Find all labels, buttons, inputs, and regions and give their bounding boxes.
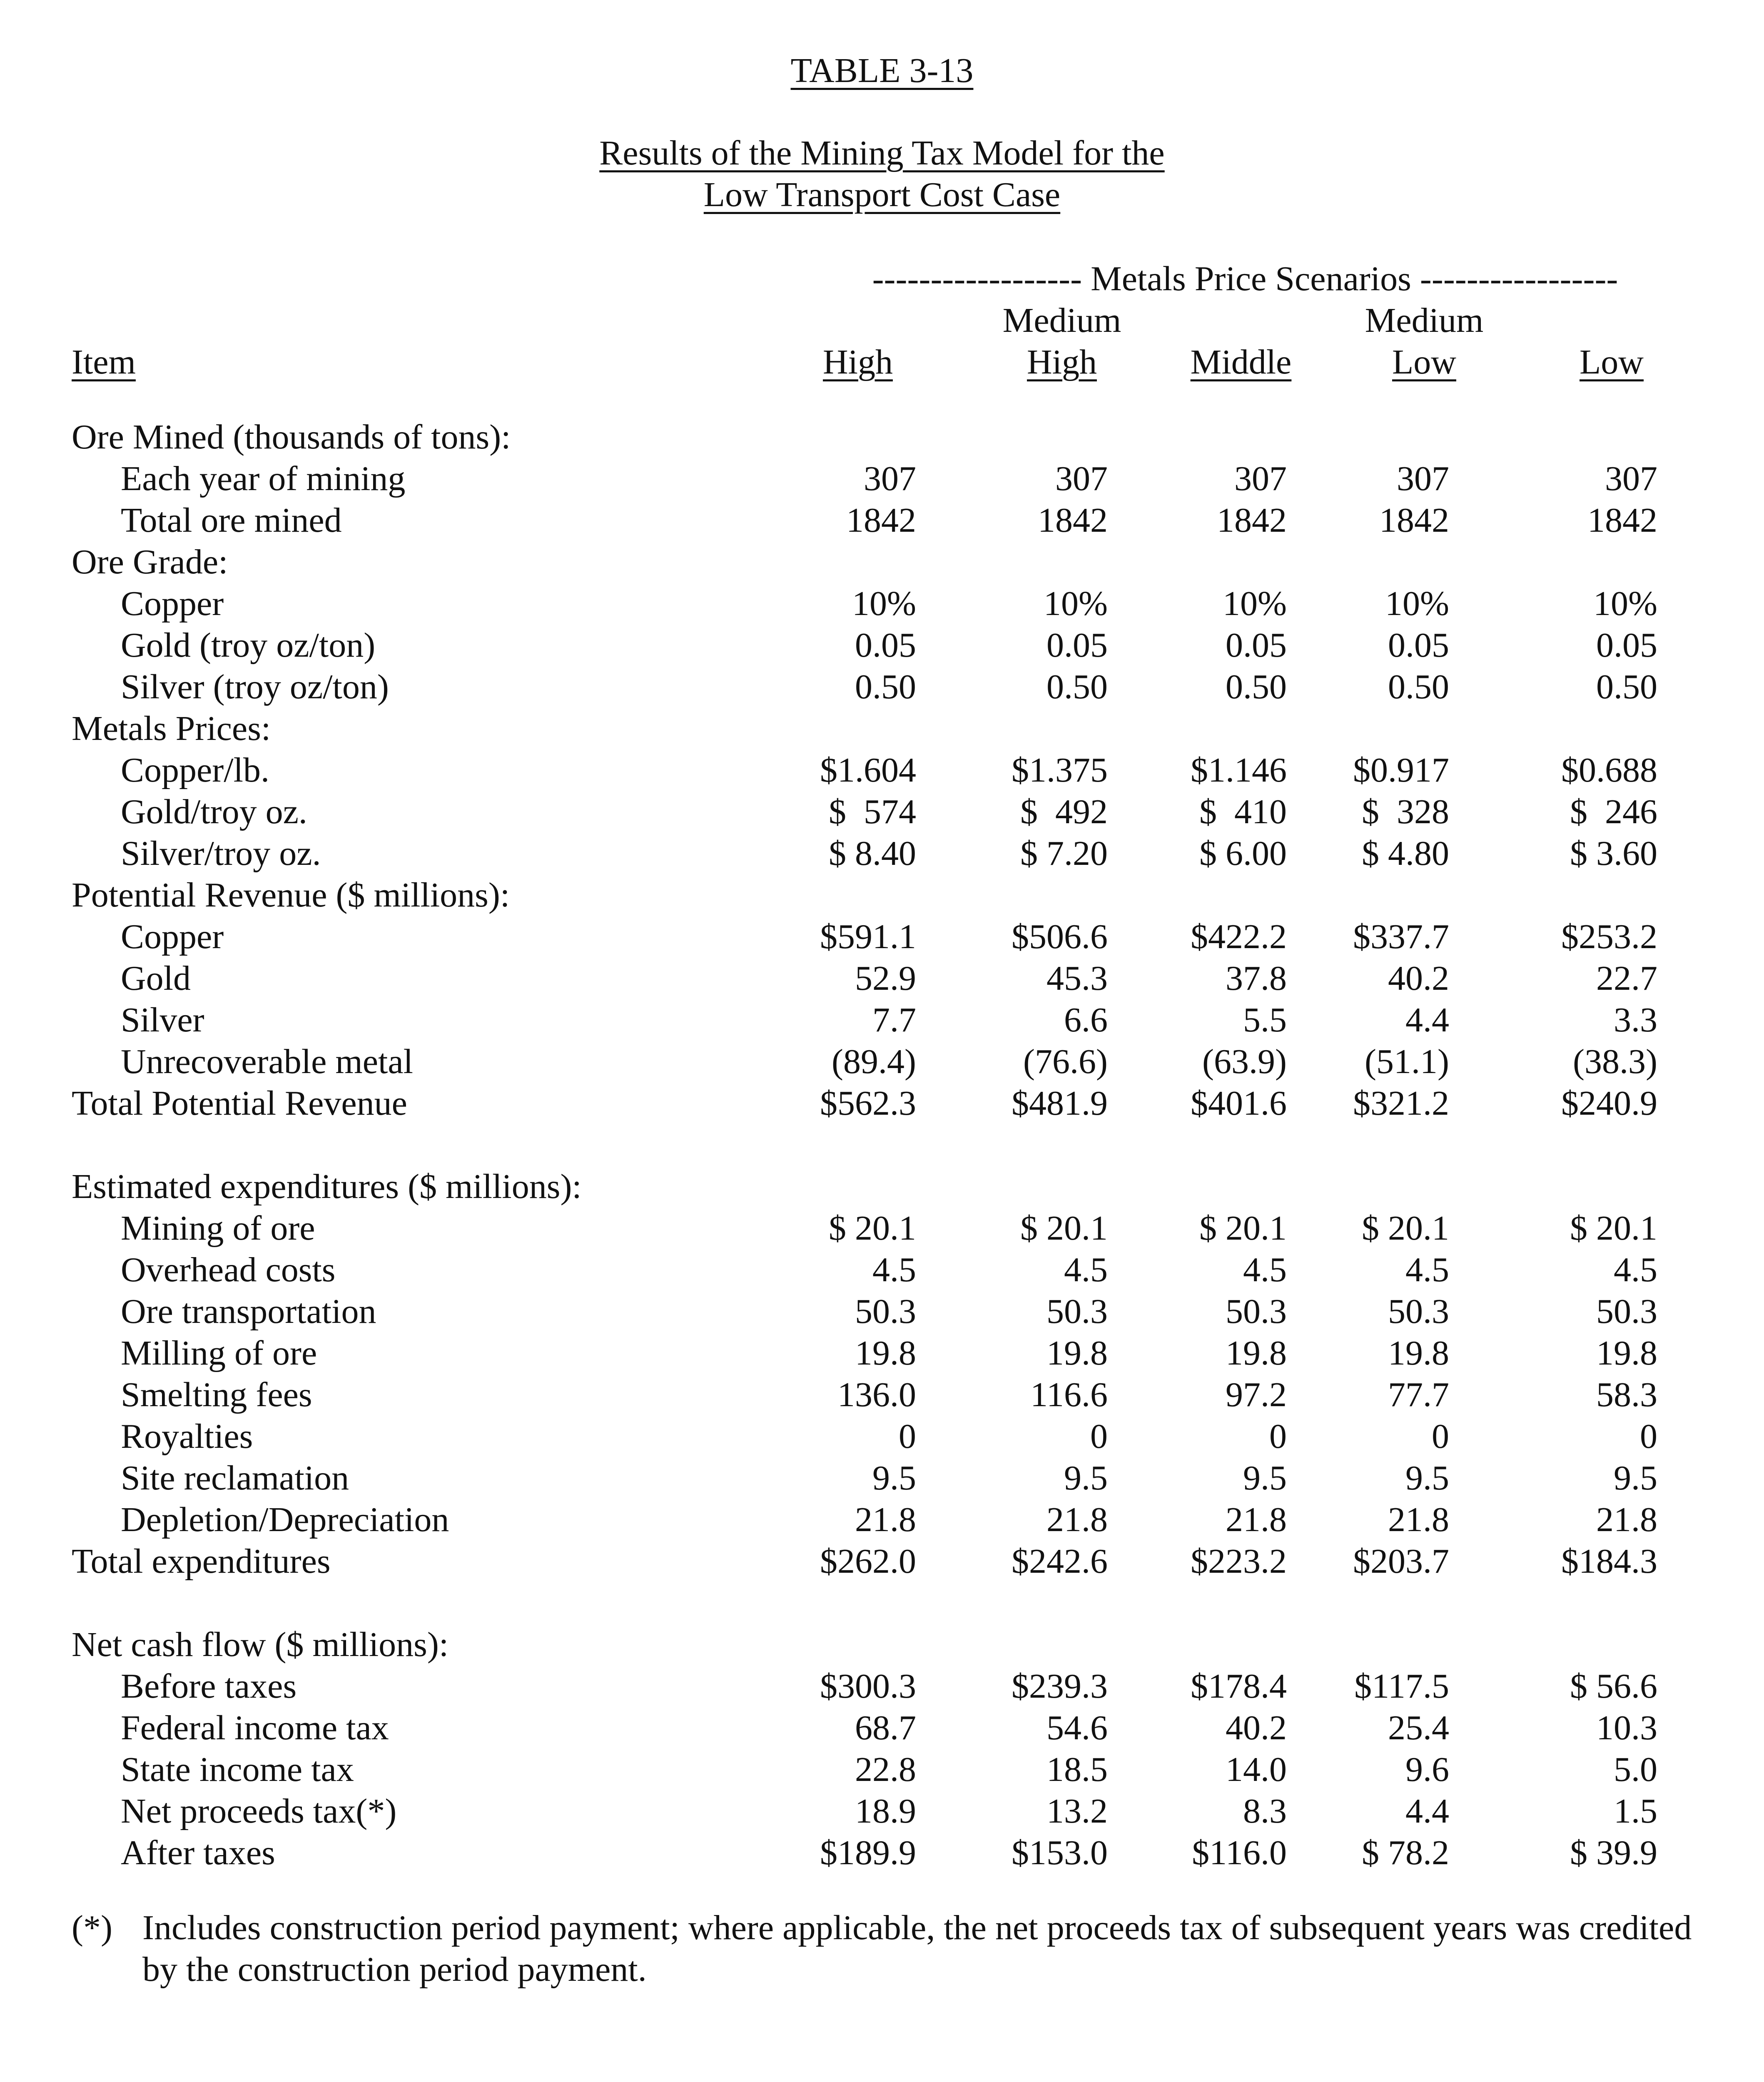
row-value-col-4: $0.688 <box>1561 751 1657 789</box>
row-value-col-4: $ 39.9 <box>1570 1833 1657 1872</box>
table-row <box>0 1707 1764 1749</box>
row-value-col-1: $ 492 <box>1020 792 1108 831</box>
col-header-high-text: High <box>823 343 893 381</box>
row-value-col-1: $153.0 <box>1012 1833 1108 1872</box>
row-value-col-4: 0.05 <box>1596 626 1657 665</box>
row-value-col-2: 4.5 <box>1243 1250 1287 1289</box>
row-value-col-2: 19.8 <box>1226 1334 1287 1372</box>
row-value-col-0: $ 574 <box>829 792 916 831</box>
table-row <box>0 1374 1764 1416</box>
row-label: Potential Revenue ($ millions): <box>72 876 510 914</box>
table-row <box>0 1208 1764 1249</box>
table-row <box>0 791 1764 833</box>
col-header-medium-high-text: High <box>1027 343 1097 381</box>
row-value-col-4: 1.5 <box>1614 1792 1657 1830</box>
table-title-line1-text: Results of the Mining Tax Model for the <box>599 134 1165 172</box>
table-row <box>0 1749 1764 1791</box>
row-value-col-4: 22.7 <box>1596 959 1657 998</box>
col-header-medium-high <box>974 341 1149 383</box>
table-row <box>0 1541 1764 1582</box>
item-column-header-text: Item <box>72 343 136 381</box>
table-row <box>0 958 1764 999</box>
col-header-top-1: Medium <box>1002 301 1121 340</box>
table-title-line2-text: Low Transport Cost Case <box>703 175 1061 214</box>
row-label: Gold (troy oz/ton) <box>121 626 376 665</box>
row-label: Silver (troy oz/ton) <box>121 667 389 706</box>
row-value-col-3: 4.4 <box>1405 1001 1449 1039</box>
row-value-col-0: 136.0 <box>837 1375 916 1414</box>
row-value-col-1: 45.3 <box>1046 959 1108 998</box>
footnote-mark: (*) <box>72 1908 112 1947</box>
col-header-medium-low-text: Low <box>1392 343 1456 381</box>
row-label: Federal income tax <box>121 1708 389 1747</box>
row-value-col-0: 9.5 <box>872 1459 916 1497</box>
table-row <box>0 1291 1764 1332</box>
section-heading-row <box>0 541 1764 583</box>
row-value-col-0: 7.7 <box>872 1001 916 1039</box>
col-header-middle <box>1154 341 1328 383</box>
row-value-col-2: $422.2 <box>1191 917 1287 956</box>
row-value-col-3: 50.3 <box>1388 1292 1449 1331</box>
row-value-col-0: 19.8 <box>855 1334 916 1372</box>
row-value-col-4: $ 3.60 <box>1570 834 1657 873</box>
row-label: Royalties <box>121 1417 253 1456</box>
row-value-col-1: $ 20.1 <box>1020 1209 1108 1248</box>
row-value-col-4: 58.3 <box>1596 1375 1657 1414</box>
spacer-row <box>0 1582 1764 1624</box>
row-value-col-1: 6.6 <box>1064 1001 1108 1039</box>
row-value-col-1: 10% <box>1044 584 1108 623</box>
row-value-col-3: 4.5 <box>1405 1250 1449 1289</box>
row-value-col-1: 50.3 <box>1046 1292 1108 1331</box>
row-label: Copper <box>121 584 224 623</box>
row-value-col-4: 10% <box>1593 584 1657 623</box>
row-value-col-1: 116.6 <box>1030 1375 1108 1414</box>
row-value-col-3: (51.1) <box>1365 1042 1449 1081</box>
row-value-col-4: 307 <box>1605 459 1657 498</box>
row-value-col-1: 0.50 <box>1046 667 1108 706</box>
section-heading-row <box>0 416 1764 458</box>
row-value-col-3: $337.7 <box>1353 917 1449 956</box>
row-value-col-2: $178.4 <box>1191 1667 1287 1706</box>
row-label: Metals Prices: <box>72 709 271 748</box>
table-title-line2 <box>0 174 1764 216</box>
col-header-low-text: Low <box>1580 343 1644 381</box>
row-value-col-1: 18.5 <box>1046 1750 1108 1789</box>
row-label: Copper/lb. <box>121 751 269 789</box>
row-value-col-0: 0.05 <box>855 626 916 665</box>
row-value-col-1: 4.5 <box>1064 1250 1108 1289</box>
row-value-col-1: $481.9 <box>1012 1084 1108 1123</box>
row-value-col-3: 21.8 <box>1388 1500 1449 1539</box>
scenario-spanner-header: ------------------ Metals Price Scenarios ----------------- <box>872 259 1618 298</box>
row-value-col-3: $ 78.2 <box>1362 1833 1449 1872</box>
row-value-col-0: 52.9 <box>855 959 916 998</box>
row-value-col-3: 0.05 <box>1388 626 1449 665</box>
row-value-col-1: $ 7.20 <box>1020 834 1108 873</box>
footnote-text: Includes construction period payment; where applicable, the net proceeds tax of subsequent years was credited by the construction period payment. <box>142 1908 1692 1989</box>
row-value-col-0: $262.0 <box>820 1542 916 1581</box>
row-label: Gold <box>121 959 191 998</box>
row-value-col-1: $1.375 <box>1012 751 1108 789</box>
row-value-col-2: 50.3 <box>1226 1292 1287 1331</box>
row-value-col-2: 10% <box>1223 584 1287 623</box>
row-value-col-0: $ 20.1 <box>829 1209 916 1248</box>
table-row <box>0 1083 1764 1124</box>
table-row <box>0 1041 1764 1083</box>
row-label: Unrecoverable metal <box>121 1042 413 1081</box>
row-label: Each year of mining <box>121 459 406 498</box>
row-value-col-3: $117.5 <box>1354 1667 1449 1706</box>
row-value-col-2: 0.05 <box>1226 626 1287 665</box>
row-value-col-2: 307 <box>1234 459 1287 498</box>
row-value-col-2: $223.2 <box>1191 1542 1287 1581</box>
table-row <box>0 1791 1764 1832</box>
row-value-col-0: $300.3 <box>820 1667 916 1706</box>
row-value-col-1: $506.6 <box>1012 917 1108 956</box>
row-label: After taxes <box>121 1833 275 1872</box>
item-column-header <box>72 341 136 383</box>
col-header-high <box>770 341 945 383</box>
row-label: Estimated expenditures ($ millions): <box>72 1167 582 1206</box>
row-value-col-3: 0.50 <box>1388 667 1449 706</box>
row-value-col-4: $ 56.6 <box>1570 1667 1657 1706</box>
row-value-col-1: 21.8 <box>1046 1500 1108 1539</box>
row-value-col-2: (63.9) <box>1202 1042 1287 1081</box>
table-row <box>0 916 1764 958</box>
row-value-col-0: $562.3 <box>820 1084 916 1123</box>
row-value-col-0: $1.604 <box>820 751 916 789</box>
row-value-col-1: 1842 <box>1038 501 1108 540</box>
row-label: Copper <box>121 917 224 956</box>
row-value-col-3: $ 20.1 <box>1362 1209 1449 1248</box>
table-row <box>0 1832 1764 1874</box>
table-label-text: TABLE 3-13 <box>790 51 974 90</box>
row-value-col-0: 18.9 <box>855 1792 916 1830</box>
row-value-col-1: 9.5 <box>1064 1459 1108 1497</box>
row-value-col-2: 0.50 <box>1226 667 1287 706</box>
row-value-col-4: $240.9 <box>1561 1084 1657 1123</box>
row-value-col-2: $ 20.1 <box>1199 1209 1287 1248</box>
row-value-col-2: 0 <box>1269 1417 1287 1456</box>
row-value-col-2: 40.2 <box>1226 1708 1287 1747</box>
table-row <box>0 1499 1764 1541</box>
section-heading-row <box>0 708 1764 750</box>
table-row <box>0 833 1764 874</box>
row-value-col-3: 19.8 <box>1388 1334 1449 1372</box>
row-value-col-1: $239.3 <box>1012 1667 1108 1706</box>
row-value-col-2: $401.6 <box>1191 1084 1287 1123</box>
row-value-col-0: 1842 <box>846 501 916 540</box>
table-row <box>0 458 1764 500</box>
row-value-col-4: $253.2 <box>1561 917 1657 956</box>
row-value-col-0: (89.4) <box>832 1042 916 1081</box>
row-value-col-4: (38.3) <box>1573 1042 1657 1081</box>
row-value-col-0: 0.50 <box>855 667 916 706</box>
col-header-top-3: Medium <box>1365 301 1484 340</box>
row-value-col-2: $116.0 <box>1192 1833 1287 1872</box>
row-value-col-3: $203.7 <box>1353 1542 1449 1581</box>
table-row <box>0 999 1764 1041</box>
row-label: Overhead costs <box>121 1250 336 1289</box>
row-value-col-4: 3.3 <box>1614 1001 1657 1039</box>
row-value-col-4: 0.50 <box>1596 667 1657 706</box>
row-value-col-0: 0 <box>899 1417 916 1456</box>
row-value-col-2: 14.0 <box>1226 1750 1287 1789</box>
table-label <box>0 50 1764 92</box>
row-value-col-0: 50.3 <box>855 1292 916 1331</box>
table-row <box>0 750 1764 791</box>
col-header-low <box>1524 341 1699 383</box>
row-label: Before taxes <box>121 1667 297 1706</box>
row-value-col-2: 1842 <box>1217 501 1287 540</box>
table-row <box>0 1416 1764 1457</box>
row-label: Silver/troy oz. <box>121 834 321 873</box>
row-value-col-2: 8.3 <box>1243 1792 1287 1830</box>
row-label: Depletion/Depreciation <box>121 1500 449 1539</box>
row-value-col-1: (76.6) <box>1023 1042 1108 1081</box>
row-value-col-3: 1842 <box>1379 501 1449 540</box>
row-label: Total expenditures <box>72 1542 331 1581</box>
row-value-col-3: $ 328 <box>1362 792 1449 831</box>
row-value-col-4: 4.5 <box>1614 1250 1657 1289</box>
row-value-col-3: 77.7 <box>1388 1375 1449 1414</box>
row-value-col-2: $1.146 <box>1191 751 1287 789</box>
row-value-col-3: 10% <box>1385 584 1449 623</box>
row-value-col-4: 50.3 <box>1596 1292 1657 1331</box>
table-row <box>0 1249 1764 1291</box>
row-label: Site reclamation <box>121 1459 349 1497</box>
table-row <box>0 583 1764 625</box>
row-value-col-2: 21.8 <box>1226 1500 1287 1539</box>
row-value-col-2: 97.2 <box>1226 1375 1287 1414</box>
table-title-line1 <box>0 132 1764 174</box>
row-value-col-1: 13.2 <box>1046 1792 1108 1830</box>
row-label: Gold/troy oz. <box>121 792 307 831</box>
row-value-col-3: $0.917 <box>1353 751 1449 789</box>
row-value-col-3: 9.6 <box>1405 1750 1449 1789</box>
row-value-col-1: 19.8 <box>1046 1334 1108 1372</box>
row-label: Net proceeds tax(*) <box>121 1792 397 1830</box>
row-value-col-2: $ 6.00 <box>1199 834 1287 873</box>
row-label: Ore transportation <box>121 1292 376 1331</box>
row-value-col-4: 21.8 <box>1596 1500 1657 1539</box>
row-value-col-0: 68.7 <box>855 1708 916 1747</box>
section-heading-row <box>0 874 1764 916</box>
row-value-col-4: 1842 <box>1587 501 1657 540</box>
row-label: Total ore mined <box>121 501 342 540</box>
table-row <box>0 1332 1764 1374</box>
row-label: Silver <box>121 1001 204 1039</box>
row-value-col-3: 9.5 <box>1405 1459 1449 1497</box>
section-heading-row <box>0 1166 1764 1208</box>
table-row <box>0 500 1764 541</box>
row-label: Milling of ore <box>121 1334 317 1372</box>
row-label: State income tax <box>121 1750 354 1789</box>
row-value-col-1: $242.6 <box>1012 1542 1108 1581</box>
row-value-col-4: 19.8 <box>1596 1334 1657 1372</box>
row-value-col-4: $184.3 <box>1561 1542 1657 1581</box>
row-value-col-4: 0 <box>1640 1417 1657 1456</box>
table-row <box>0 666 1764 708</box>
row-value-col-2: $ 410 <box>1199 792 1287 831</box>
row-value-col-0: 10% <box>852 584 916 623</box>
row-value-col-3: 307 <box>1397 459 1449 498</box>
row-value-col-0: 307 <box>864 459 916 498</box>
row-value-col-0: 4.5 <box>872 1250 916 1289</box>
row-value-col-0: 22.8 <box>855 1750 916 1789</box>
table-row <box>0 625 1764 666</box>
row-value-col-3: 0 <box>1432 1417 1449 1456</box>
row-label: Smelting fees <box>121 1375 312 1414</box>
table-row <box>0 1666 1764 1707</box>
row-label: Net cash flow ($ millions): <box>72 1625 449 1664</box>
row-value-col-1: 0.05 <box>1046 626 1108 665</box>
col-header-middle-text: Middle <box>1190 343 1292 381</box>
row-value-col-4: $ 20.1 <box>1570 1209 1657 1248</box>
row-label: Mining of ore <box>121 1209 315 1248</box>
row-value-col-1: 54.6 <box>1046 1708 1108 1747</box>
row-value-col-0: $ 8.40 <box>829 834 916 873</box>
row-label: Total Potential Revenue <box>72 1084 407 1123</box>
table-body <box>0 416 1764 1874</box>
row-value-col-3: $ 4.80 <box>1362 834 1449 873</box>
row-value-col-3: 40.2 <box>1388 959 1449 998</box>
row-value-col-4: 10.3 <box>1596 1708 1657 1747</box>
row-value-col-3: 4.4 <box>1405 1792 1449 1830</box>
row-label: Ore Grade: <box>72 543 228 581</box>
row-value-col-2: 9.5 <box>1243 1459 1287 1497</box>
row-value-col-0: 21.8 <box>855 1500 916 1539</box>
row-value-col-2: 37.8 <box>1226 959 1287 998</box>
row-value-col-1: 307 <box>1055 459 1108 498</box>
table-row <box>0 1457 1764 1499</box>
row-value-col-3: $321.2 <box>1353 1084 1449 1123</box>
section-heading-row <box>0 1624 1764 1666</box>
row-value-col-4: 5.0 <box>1614 1750 1657 1789</box>
row-value-col-0: $591.1 <box>820 917 916 956</box>
spacer-row <box>0 1124 1764 1166</box>
row-label: Ore Mined (thousands of tons): <box>72 418 511 456</box>
row-value-col-1: 0 <box>1090 1417 1108 1456</box>
row-value-col-2: 5.5 <box>1243 1001 1287 1039</box>
row-value-col-3: 25.4 <box>1388 1708 1449 1747</box>
row-value-col-4: $ 246 <box>1570 792 1657 831</box>
row-value-col-4: 9.5 <box>1614 1459 1657 1497</box>
col-header-medium-low <box>1337 341 1512 383</box>
row-value-col-0: $189.9 <box>820 1833 916 1872</box>
